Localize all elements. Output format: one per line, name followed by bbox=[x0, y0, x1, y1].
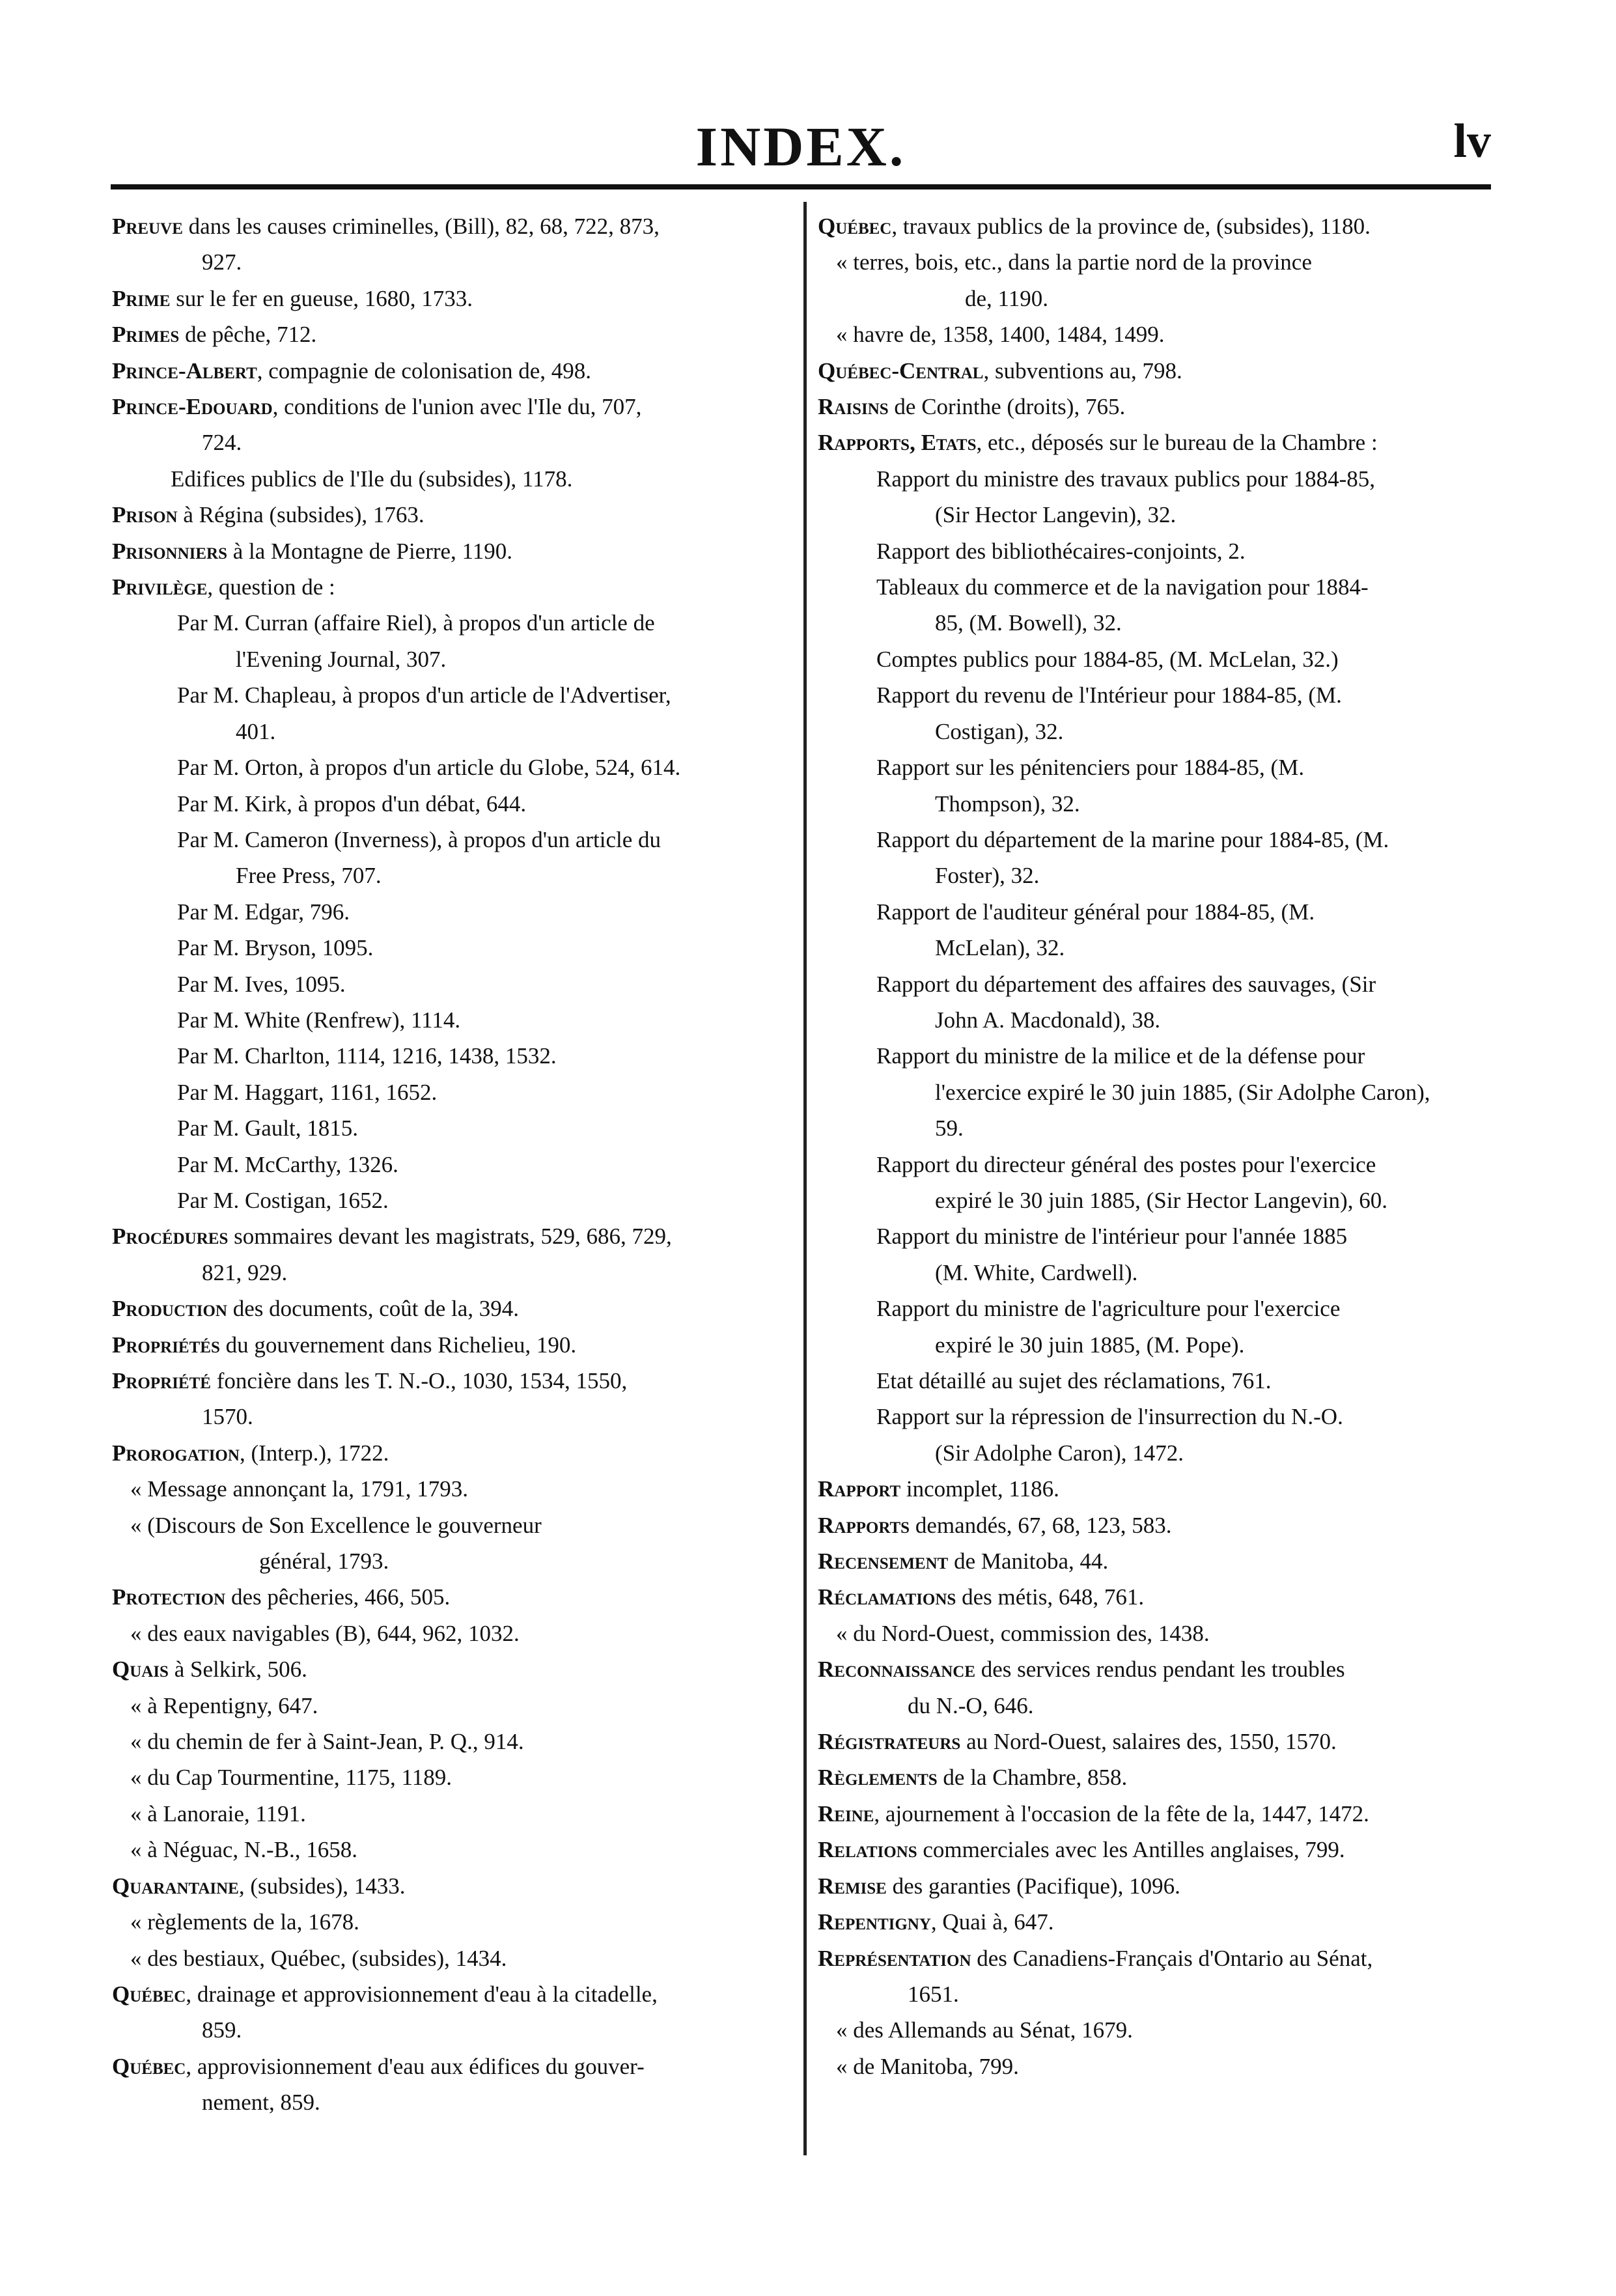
entry-text: , conditions de l'union avec l'Ile du, 707, bbox=[272, 394, 642, 420]
entry-heading: Rapport bbox=[818, 1476, 901, 1502]
index-subentry bbox=[112, 749, 789, 785]
index-entry bbox=[818, 1543, 1491, 1579]
entry-heading: Prince-Edouard bbox=[112, 394, 273, 420]
entry-text: Rapport sur la répression de l'insurrection du N.-O. bbox=[876, 1404, 1343, 1430]
entry-continuation: général, 1793. bbox=[259, 1548, 389, 1575]
index-subentry bbox=[112, 894, 789, 930]
entry-text: Par M. Gault, 1815. bbox=[177, 1115, 359, 1141]
index-entry bbox=[818, 389, 1491, 425]
index-ditto-entry bbox=[112, 1759, 789, 1795]
index-ditto-entry bbox=[112, 1940, 789, 1976]
entry-text: sommaires devant les magistrats, 529, 686, 729, bbox=[228, 1224, 672, 1250]
index-column-right bbox=[818, 208, 1491, 2084]
index-entry bbox=[112, 353, 789, 389]
entry-text: au Nord-Ouest, salaires des, 1550, 1570. bbox=[960, 1729, 1337, 1755]
entry-text: , (subsides), 1433. bbox=[238, 1873, 406, 1899]
entry-text: , travaux publics de la province de, (subsides), 1180. bbox=[891, 214, 1371, 239]
page-header bbox=[111, 114, 1491, 186]
entry-text: « du Nord-Ouest, commission des, 1438. bbox=[836, 1620, 1210, 1646]
index-subentry bbox=[818, 677, 1491, 749]
index-subentry bbox=[818, 1218, 1491, 1291]
entry-heading: Reconnaissance bbox=[818, 1657, 975, 1683]
index-subentry bbox=[818, 569, 1491, 641]
entry-text: de pêche, 712. bbox=[179, 322, 317, 348]
index-entry bbox=[112, 1579, 789, 1615]
entry-text: sur le fer en gueuse, 1680, 1733. bbox=[170, 285, 473, 311]
entry-continuation: 821, 929. bbox=[202, 1259, 288, 1285]
index-subentry bbox=[112, 786, 789, 822]
index-entry bbox=[818, 1832, 1491, 1868]
entry-text: des métis, 648, 761. bbox=[956, 1584, 1145, 1610]
index-subentry bbox=[112, 461, 789, 497]
entry-heading: Régistrateurs bbox=[818, 1729, 961, 1755]
entry-heading: Recensement bbox=[818, 1548, 949, 1575]
entry-text: , approvisionnement d'eau aux édifices du gouver- bbox=[186, 2053, 645, 2079]
index-ditto-entry bbox=[112, 1688, 789, 1724]
entry-continuation: 1570. bbox=[202, 1404, 253, 1430]
entry-heading: Prorogation bbox=[112, 1440, 240, 1466]
index-subentry bbox=[818, 822, 1491, 894]
index-subentry bbox=[112, 677, 789, 749]
index-subentry bbox=[112, 1110, 789, 1146]
entry-text: Etat détaillé au sujet des réclamations, 761. bbox=[876, 1368, 1272, 1393]
index-subentry bbox=[112, 930, 789, 966]
entry-text: demandés, 67, 68, 123, 583. bbox=[910, 1512, 1172, 1538]
entry-text: commerciales avec les Antilles anglaises, 799. bbox=[917, 1837, 1345, 1863]
entry-text: foncière dans les T. N.-O., 1030, 1534, 1550, bbox=[210, 1368, 628, 1393]
entry-continuation: du N.-O, 646. bbox=[908, 1692, 1034, 1718]
page-title: INDEX. bbox=[695, 115, 906, 178]
index-entry bbox=[112, 1218, 789, 1291]
entry-continuation: expiré le 30 juin 1885, (Sir Hector Langevin), 60. bbox=[935, 1187, 1387, 1213]
entry-text: Par M. Chapleau, à propos d'un article de l'Advertiser, bbox=[177, 682, 671, 708]
entry-text: « du Cap Tourmentine, 1175, 1189. bbox=[130, 1765, 452, 1791]
entry-continuation: Costigan), 32. bbox=[935, 718, 1064, 744]
entry-continuation: nement, 859. bbox=[202, 2090, 320, 2116]
entry-heading: Quarantaine bbox=[112, 1873, 239, 1899]
entry-text: Par M. Orton, à propos d'un article du Globe, 524, 614. bbox=[177, 755, 681, 781]
entry-text: Rapport du ministre des travaux publics pour 1884-85, bbox=[876, 466, 1375, 492]
entry-text: « des bestiaux, Québec, (subsides), 1434. bbox=[130, 1945, 507, 1971]
page-number: lv bbox=[1453, 115, 1491, 168]
entry-heading: Rapports bbox=[818, 1512, 910, 1538]
entry-text: Rapport du département des affaires des sauvages, (Sir bbox=[876, 971, 1376, 997]
entry-text: « des Allemands au Sénat, 1679. bbox=[836, 2017, 1133, 2043]
index-entry bbox=[112, 1435, 789, 1471]
entry-heading: Québec bbox=[112, 1981, 186, 2007]
entry-heading: Protection bbox=[112, 1584, 226, 1610]
entry-text: « à Repentigny, 647. bbox=[130, 1692, 318, 1718]
entry-text: Par M. Charlton, 1114, 1216, 1438, 1532. bbox=[177, 1043, 557, 1069]
entry-continuation: McLelan), 32. bbox=[935, 935, 1065, 961]
index-entry bbox=[112, 533, 789, 569]
entry-text: Par M. Haggart, 1161, 1652. bbox=[177, 1079, 438, 1105]
index-entry bbox=[818, 1904, 1491, 1940]
index-entry bbox=[818, 425, 1491, 460]
entry-continuation: (Sir Adolphe Caron), 1472. bbox=[935, 1440, 1184, 1466]
entry-continuation: 85, (M. Bowell), 32. bbox=[935, 610, 1122, 636]
index-subentry bbox=[818, 1038, 1491, 1110]
index-entry bbox=[818, 1651, 1491, 1724]
entry-heading: Réclamations bbox=[818, 1584, 956, 1610]
entry-continuation: l'exercice expiré le 30 juin 1885, (Sir Adolphe Caron), bbox=[935, 1079, 1430, 1105]
index-subentry bbox=[818, 966, 1491, 1039]
entry-text: Par M. Bryson, 1095. bbox=[177, 935, 374, 961]
index-entry bbox=[112, 208, 789, 281]
entry-text: Rapport sur les pénitenciers pour 1884-85, (M. bbox=[876, 755, 1305, 781]
index-subentry bbox=[112, 1002, 789, 1038]
entry-continuation: 1651. bbox=[908, 1981, 959, 2007]
entry-heading: Raisins bbox=[818, 394, 889, 420]
entry-text: , drainage et approvisionnement d'eau à la citadelle, bbox=[186, 1981, 658, 2007]
index-entry bbox=[818, 353, 1491, 389]
entry-text: à Selkirk, 506. bbox=[168, 1657, 307, 1683]
index-entry bbox=[112, 569, 789, 605]
entry-heading: Rapports, Etats bbox=[818, 430, 977, 456]
index-subentry bbox=[818, 749, 1491, 822]
index-entry bbox=[112, 1651, 789, 1687]
entry-text: Par M. Costigan, 1652. bbox=[177, 1187, 389, 1213]
entry-text: de la Chambre, 858. bbox=[937, 1765, 1128, 1791]
column-divider bbox=[803, 202, 807, 2155]
entry-continuation: expiré le 30 juin 1885, (M. Pope). bbox=[935, 1332, 1245, 1358]
index-entry bbox=[818, 208, 1491, 244]
entry-heading: Privilège bbox=[112, 574, 208, 600]
entry-text: des Canadiens-Français d'Ontario au Sénat, bbox=[971, 1945, 1373, 1971]
entry-text: Rapport du revenu de l'Intérieur pour 1884-85, (M. bbox=[876, 682, 1342, 708]
index-ditto-entry bbox=[818, 2049, 1491, 2084]
index-entry bbox=[112, 1291, 789, 1326]
index-ditto-entry bbox=[112, 1724, 789, 1759]
entry-continuation: Free Press, 707. bbox=[236, 863, 382, 889]
entry-heading: Quais bbox=[112, 1657, 169, 1683]
index-ditto-entry bbox=[818, 316, 1491, 352]
index-ditto-entry bbox=[112, 1796, 789, 1832]
entry-text: , compagnie de colonisation de, 498. bbox=[257, 357, 591, 384]
entry-text: Par M. Edgar, 796. bbox=[177, 899, 350, 925]
index-ditto-entry bbox=[818, 244, 1491, 316]
entry-text: à la Montagne de Pierre, 1190. bbox=[227, 538, 512, 564]
entry-text: « règlements de la, 1678. bbox=[130, 1909, 359, 1935]
index-entry bbox=[818, 1579, 1491, 1615]
index-subentry bbox=[818, 1147, 1491, 1219]
entry-continuation: John A. Macdonald), 38. bbox=[935, 1007, 1161, 1033]
entry-text: Par M. Ives, 1095. bbox=[177, 971, 346, 997]
index-entry bbox=[818, 1796, 1491, 1832]
entry-text: « à Lanoraie, 1191. bbox=[130, 1800, 306, 1827]
index-subentry bbox=[818, 894, 1491, 966]
entry-text: des pêcheries, 466, 505. bbox=[225, 1584, 451, 1610]
entry-text: Rapport du ministre de l'intérieur pour l'année 1885 bbox=[876, 1224, 1348, 1250]
index-entry bbox=[112, 389, 789, 461]
entry-heading: Québec bbox=[818, 214, 892, 239]
entry-text: « (Discours de Son Excellence le gouverneur bbox=[130, 1512, 542, 1538]
index-ditto-entry bbox=[112, 1904, 789, 1940]
index-entry bbox=[112, 1327, 789, 1363]
entry-text: Par M. White (Renfrew), 1114. bbox=[177, 1007, 461, 1033]
index-subentry bbox=[112, 966, 789, 1002]
index-ditto-entry bbox=[112, 1507, 789, 1580]
entry-heading: Propriétés bbox=[112, 1332, 220, 1358]
entry-text: Rapport du ministre de l'agriculture pour l'exercice bbox=[876, 1296, 1341, 1322]
entry-continuation: 59. bbox=[935, 1115, 964, 1141]
entry-text: , Quai à, 647. bbox=[930, 1909, 1054, 1935]
entry-heading: Prince-Albert bbox=[112, 357, 257, 384]
entry-text: de Manitoba, 44. bbox=[948, 1548, 1109, 1575]
entry-text: « havre de, 1358, 1400, 1484, 1499. bbox=[836, 322, 1165, 348]
entry-text: des documents, coût de la, 394. bbox=[227, 1296, 520, 1322]
index-ditto-entry bbox=[818, 1616, 1491, 1651]
index-subentry bbox=[112, 822, 789, 894]
index-ditto-entry bbox=[818, 2012, 1491, 2048]
index-continuation bbox=[818, 1110, 1491, 1146]
index-entry bbox=[112, 281, 789, 316]
entry-continuation: 724. bbox=[202, 430, 242, 456]
entry-continuation: l'Evening Journal, 307. bbox=[236, 646, 447, 672]
index-subentry bbox=[818, 641, 1491, 677]
entry-heading: Relations bbox=[818, 1837, 917, 1863]
index-ditto-entry bbox=[112, 1616, 789, 1651]
entry-text: à Régina (subsides), 1763. bbox=[177, 502, 425, 528]
entry-heading: Prisonniers bbox=[112, 538, 227, 564]
entry-continuation: (Sir Hector Langevin), 32. bbox=[935, 502, 1177, 528]
entry-text: , ajournement à l'occasion de la fête de la, 1447, 1472. bbox=[874, 1800, 1369, 1827]
index-subentry bbox=[818, 1363, 1491, 1399]
entry-text: Par M. Curran (affaire Riel), à propos d'un article de bbox=[177, 610, 655, 636]
index-subentry bbox=[818, 1291, 1491, 1363]
entry-heading: Québec bbox=[112, 2053, 186, 2079]
index-entry bbox=[818, 1940, 1491, 2013]
entry-text: , subventions au, 798. bbox=[983, 357, 1182, 384]
entry-text: , (Interp.), 1722. bbox=[239, 1440, 389, 1466]
entry-text: Par M. Cameron (Inverness), à propos d'un article du bbox=[177, 826, 662, 852]
index-subentry bbox=[112, 1038, 789, 1074]
entry-heading: Prison bbox=[112, 502, 178, 528]
header-rule bbox=[111, 184, 1491, 189]
index-subentry bbox=[818, 533, 1491, 569]
entry-heading: Propriété bbox=[112, 1368, 211, 1393]
entry-text: Rapport de l'auditeur général pour 1884-85, (M. bbox=[876, 899, 1315, 925]
index-entry bbox=[818, 1868, 1491, 1904]
entry-text: « des eaux navigables (B), 644, 962, 1032. bbox=[130, 1620, 520, 1646]
entry-text: Rapport des bibliothécaires-conjoints, 2. bbox=[876, 538, 1246, 564]
entry-text: , etc., déposés sur le bureau de la Chambre : bbox=[976, 430, 1378, 456]
index-entry bbox=[818, 1471, 1491, 1507]
entry-heading: Repentigny bbox=[818, 1909, 931, 1935]
entry-heading: Remise bbox=[818, 1873, 887, 1899]
entry-heading: Primes bbox=[112, 322, 180, 348]
index-entry bbox=[112, 316, 789, 352]
entry-text: des services rendus pendant les troubles bbox=[975, 1657, 1345, 1683]
entry-text: Rapport du directeur général des postes pour l'exercice bbox=[876, 1151, 1376, 1177]
entry-continuation: 859. bbox=[202, 2017, 242, 2043]
index-column-left bbox=[112, 208, 789, 2121]
index-ditto-entry bbox=[112, 1832, 789, 1868]
entry-text: , question de : bbox=[207, 574, 335, 600]
entry-heading: Québec-Central bbox=[818, 357, 984, 384]
entry-text: « Message annonçant la, 1791, 1793. bbox=[130, 1476, 469, 1502]
index-subentry bbox=[112, 1147, 789, 1183]
index-entry bbox=[112, 1976, 789, 2049]
index-entry bbox=[818, 1724, 1491, 1759]
index-entry bbox=[112, 2049, 789, 2121]
index-entry bbox=[112, 1363, 789, 1435]
entry-text: « de Manitoba, 799. bbox=[836, 2053, 1019, 2079]
index-subentry bbox=[818, 1399, 1491, 1471]
index-entry bbox=[818, 1759, 1491, 1795]
entry-text: des garanties (Pacifique), 1096. bbox=[886, 1873, 1180, 1899]
entry-text: dans les causes criminelles, (Bill), 82, 68, 722, 873, bbox=[182, 214, 660, 239]
entry-text: de Corinthe (droits), 765. bbox=[888, 394, 1126, 420]
entry-text: « du chemin de fer à Saint-Jean, P. Q., 914. bbox=[130, 1729, 524, 1755]
entry-heading: Reine bbox=[818, 1800, 874, 1827]
entry-text: Par M. Kirk, à propos d'un débat, 644. bbox=[177, 791, 527, 817]
entry-text: « terres, bois, etc., dans la partie nord de la province bbox=[836, 249, 1312, 275]
index-entry bbox=[112, 497, 789, 533]
entry-continuation: (M. White, Cardwell). bbox=[935, 1259, 1138, 1285]
entry-heading: Prime bbox=[112, 285, 171, 311]
entry-heading: Règlements bbox=[818, 1765, 938, 1791]
entry-continuation: Thompson), 32. bbox=[935, 791, 1080, 817]
entry-continuation: Foster), 32. bbox=[935, 863, 1040, 889]
entry-text: Par M. McCarthy, 1326. bbox=[177, 1151, 398, 1177]
entry-continuation: 927. bbox=[202, 249, 242, 275]
entry-text: du gouvernement dans Richelieu, 190. bbox=[219, 1332, 577, 1358]
entry-text: « à Néguac, N.-B., 1658. bbox=[130, 1837, 357, 1863]
entry-text: Edifices publics de l'Ile du (subsides), 1178. bbox=[171, 466, 573, 492]
entry-heading: Représentation bbox=[818, 1945, 971, 1971]
index-ditto-entry bbox=[112, 1471, 789, 1507]
entry-heading: Procédures bbox=[112, 1224, 229, 1250]
entry-text: incomplet, 1186. bbox=[900, 1476, 1059, 1502]
entry-heading: Production bbox=[112, 1296, 227, 1322]
entry-heading: Preuve bbox=[112, 214, 183, 239]
index-entry bbox=[112, 1868, 789, 1904]
index-subentry bbox=[112, 1183, 789, 1218]
index-subentry bbox=[818, 461, 1491, 533]
index-subentry bbox=[112, 605, 789, 677]
entry-text: Rapport du ministre de la milice et de la défense pour bbox=[876, 1043, 1365, 1069]
index-subentry bbox=[112, 1074, 789, 1110]
entry-continuation: 401. bbox=[236, 718, 276, 744]
entry-text: Tableaux du commerce et de la navigation pour 1884- bbox=[876, 574, 1369, 600]
entry-continuation: de, 1190. bbox=[965, 285, 1048, 311]
entry-text: Comptes publics pour 1884-85, (M. McLelan, 32.) bbox=[876, 646, 1339, 672]
index-entry bbox=[818, 1507, 1491, 1543]
entry-text: Rapport du département de la marine pour 1884-85, (M. bbox=[876, 826, 1389, 852]
